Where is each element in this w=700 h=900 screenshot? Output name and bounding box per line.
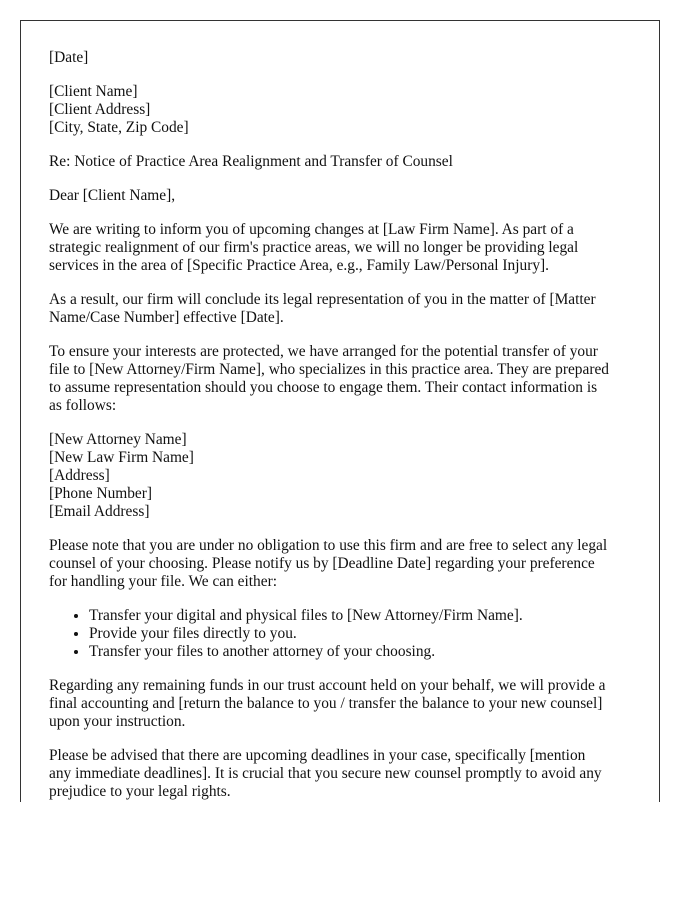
text-line: for handling your file. We can either: (49, 573, 277, 590)
paragraph-no-obligation (49, 537, 659, 591)
contact-line: [New Attorney Name] (49, 431, 187, 448)
text-line: file to [New Attorney/Firm Name], who specializes in this practice area. They are prepared (49, 361, 609, 378)
list-item: • Transfer your files to another attorney of your choosing. (89, 643, 659, 661)
subject-line: Re: Notice of Practice Area Realignment and Transfer of Counsel (49, 153, 453, 170)
paragraph-deadlines (49, 747, 659, 801)
contact-line: [New Law Firm Name] (49, 449, 194, 466)
text-line: to assume representation should you choose to engage them. Their contact information is (49, 379, 598, 396)
text-line: prejudice to your legal rights. (49, 783, 231, 800)
text-line: services in the area of [Specific Practice Area, e.g., Family Law/Personal Injury]. (49, 257, 550, 274)
text-line: upon your instruction. (49, 713, 186, 730)
contact-line: [Address] (49, 467, 110, 484)
text-line: To ensure your interests are protected, we have arranged for the potential transfer of your (49, 343, 598, 360)
recipient-line: [City, State, Zip Code] (49, 119, 189, 136)
text-line: Please be advised that there are upcoming deadlines in your case, specifically [mention (49, 747, 586, 764)
text-line: counsel of your choosing. Please notify us by [Deadline Date] regarding your preference (49, 555, 595, 572)
paragraph-transfer (49, 343, 659, 415)
recipient-line: [Client Address] (49, 101, 151, 118)
contact-line: [Phone Number] (49, 485, 153, 502)
letter-document (20, 20, 660, 802)
salutation: Dear [Client Name], (49, 187, 176, 204)
letter-date: [Date] (49, 49, 89, 66)
new-attorney-contact (49, 431, 659, 521)
text-line: as follows: (49, 397, 117, 414)
paragraph-intro (49, 221, 659, 275)
text-line: Regarding any remaining funds in our trust account held on your behalf, we will provide a (49, 677, 606, 694)
contact-line: [Email Address] (49, 503, 150, 520)
paragraph-conclusion-of-representation (49, 291, 659, 327)
text-line: final accounting and [return the balance to you / transfer the balance to your new counsel] (49, 695, 603, 712)
text-line: As a result, our firm will conclude its legal representation of you in the matter of [Matter (49, 291, 596, 308)
recipient-address (49, 83, 659, 137)
text-line: any immediate deadlines]. It is crucial that you secure new counsel promptly to avoid any (49, 765, 602, 782)
list-item: • Provide your files directly to you. (89, 625, 659, 643)
file-options-list (49, 607, 659, 661)
paragraph-trust-funds (49, 677, 659, 731)
text-line: Please note that you are under no obligation to use this firm and are free to select any legal (49, 537, 608, 554)
text-line: strategic realignment of our firm's practice areas, we will no longer be providing legal (49, 239, 579, 256)
text-line: We are writing to inform you of upcoming changes at [Law Firm Name]. As part of a (49, 221, 574, 238)
text-line: Name/Case Number] effective [Date]. (49, 309, 284, 326)
recipient-line: [Client Name] (49, 83, 138, 100)
list-item: • Transfer your digital and physical files to [New Attorney/Firm Name]. (89, 607, 659, 625)
